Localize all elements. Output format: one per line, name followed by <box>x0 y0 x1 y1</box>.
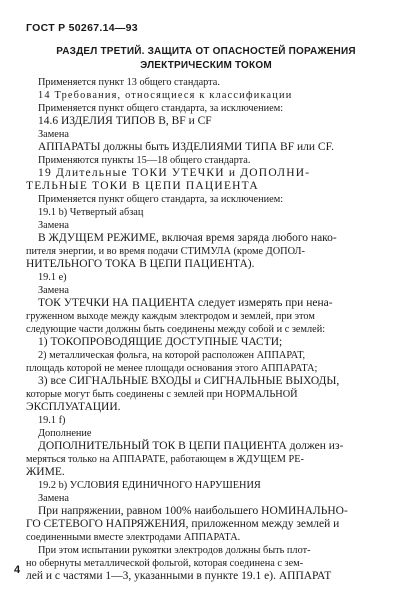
text-line: Замена <box>38 220 69 231</box>
text-line: лей и с частями 1—3, указанными в пункте 19.1 е). АППАРАТ <box>26 570 332 582</box>
document-page <box>26 22 386 583</box>
text-line: АППАРАТЫ должны быть ИЗДЕЛИЯМИ ТИПА BF или CF. <box>38 141 334 153</box>
text-line: Применяется пункт общего стандарта, за исключением: <box>38 194 284 205</box>
text-line: площадь которой не менее площади основания этого АППАРАТА; <box>26 363 318 374</box>
text-line: соединенными вместе электродами АППАРАТА. <box>26 532 241 543</box>
clause-heading: ТЕЛЬНЫЕ ТОКИ В ЦЕПИ ПАЦИЕНТА <box>26 180 259 192</box>
text-line: 19.1 b) Четвертый абзац <box>38 207 144 218</box>
text-line: меряться только на АППАРАТЕ, работающем в ЖДУЩЕМ РЕ- <box>26 454 304 465</box>
list-item: 2) металлическая фольга, на которой расположен АППАРАТ, <box>38 350 306 361</box>
text-line: Замена <box>38 285 69 296</box>
text-line: следующие части должны быть соединены между собой и с землей: <box>26 324 326 335</box>
text-line: груженном выходе между каждым электродом и землей, при этом <box>26 311 315 322</box>
page-number: 4 <box>14 564 21 576</box>
section-title-line-1: РАЗДЕЛ ТРЕТИЙ. ЗАЩИТА ОТ ОПАСНОСТЕЙ ПОРАЖЕНИЯ <box>56 46 356 57</box>
clause-heading: 14 Требования, относящиеся к классификации <box>38 90 293 101</box>
clause-heading: 19.2 b) УСЛОВИЯ ЕДИНИЧНОГО НАРУШЕНИЯ <box>38 480 261 491</box>
text-line: Дополнение <box>38 428 92 439</box>
text-line: При напряжении, равном 100% наибольшего НОМИНАЛЬНО- <box>38 505 348 517</box>
text-line: которые могут быть соединены с землей при НОРМАЛЬНОЙ <box>26 389 298 400</box>
clause-heading: 19 Длительные ТОКИ УТЕЧКИ и ДОПОЛНИ- <box>38 167 311 179</box>
clause-heading: 14.6 ИЗДЕЛИЯ ТИПОВ B, BF и CF <box>38 115 212 127</box>
section-title-line-2: ЭЛЕКТРИЧЕСКИМ ТОКОМ <box>140 60 272 71</box>
text-line: 19.1 е) <box>38 272 67 283</box>
text-line: ТОК УТЕЧКИ НА ПАЦИЕНТА следует измерять при ненa- <box>38 297 333 309</box>
standard-header: ГОСТ Р 50267.14—93 <box>26 22 138 34</box>
text-line: В ЖДУЩЕМ РЕЖИМЕ, включая время заряда любого нако- <box>38 232 337 244</box>
text-line: ГО СЕТЕВОГО НАПРЯЖЕНИЯ, приложенном между землей и <box>26 518 340 530</box>
text-line: ЖИМЕ. <box>26 466 65 478</box>
text-line: Применяются пункты 15—18 общего стандарта. <box>38 155 251 166</box>
text-line: При этом испытании рукоятки электродов должны быть плот- <box>38 545 311 556</box>
text-line: ЭКСПЛУАТАЦИИ. <box>26 401 121 413</box>
text-line: Замена <box>38 493 69 504</box>
text-line: Применяется пункт 13 общего стандарта. <box>38 77 220 88</box>
text-line: НИТЕЛЬНОГО ТОКА В ЦЕПИ ПАЦИЕНТА). <box>26 258 255 270</box>
list-item: 1) ТОКОПРОВОДЯЩИЕ ДОСТУПНЫЕ ЧАСТИ; <box>38 336 283 348</box>
text-line: но обернуты металлической фольгой, которая соединена с зем- <box>26 558 304 569</box>
text-line: Замена <box>38 129 69 140</box>
text-line: пителя энергии, и во время подачи СТИМУЛА (кроме ДОПОЛ- <box>26 246 305 257</box>
section-title <box>26 45 386 73</box>
text-line: ДОПОЛНИТЕЛЬНЫЙ ТОК В ЦЕПИ ПАЦИЕНТА должен из- <box>38 440 344 452</box>
list-item: 3) все СИГНАЛЬНЫЕ ВХОДЫ и СИГНАЛЬНЫЕ ВЫХОДЫ, <box>38 375 340 387</box>
text-line: 19.1 f) <box>38 415 66 426</box>
text-line: Применяется пункт общего стандарта, за исключением: <box>38 103 284 114</box>
